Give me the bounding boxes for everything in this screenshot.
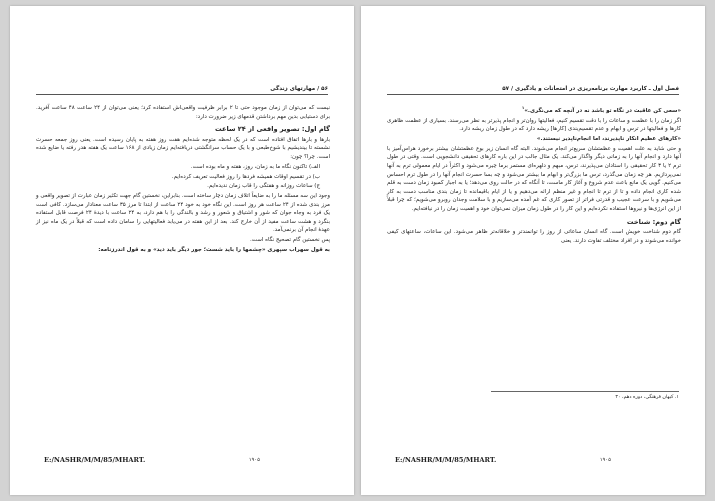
right-page-header: فصل اول ـ کاربرد مهارت برنامه‌ریزی در امتحانات و یادگیری / ۵۷ [387, 84, 679, 95]
quote-title [387, 104, 681, 115]
footer-file-code: E:/NASHR/M/M/85/MHART. [395, 456, 497, 464]
right-page-body [387, 104, 681, 246]
right-page [361, 6, 705, 495]
step2-paragraph: گام دوم شناخت خویش است. گاه انسان ساعاتی از روز را توانمندتر و خلاقانه‌تر ظاهر می‌شود. این ساعات، ساعتهای کیفی خوانده می‌شوند و در افراد مختلف تفاوت دارند. یعنی [387, 229, 681, 244]
step1-heading: گام اول: تصویر واقعی از ۲۴ ساعت [215, 125, 330, 134]
footnote-divider [491, 391, 679, 392]
step1-paragraph-2: وجود این سه مسئله ما را به ضایعاً اتلاف زمان دچار ساخته است. بنابراین، نخستین گام جهت تکثیر زمان عبارت از تصویر واقعی و مرز بندی شده از ۲۴ ساعت هر روز است. این نگاه خود به خود ۲۴ ساعت از ابتدا تا مرز ۳۵ ساعت معنادار می‌سازد. کافی است یک فرد به وجاه جوان که شور و اشتیاق و شعور و رشد و بالندگی را با هم دارد، به ۲۴ ساعت با دیدهٔ ۲۴ فرصت قابل استفاده بنگرد و هشت ساعت مفید از آن خارج کند. بعد از این هفته در می‌یابد فعالیتهایی را سامان داده است که قبلاً در یک ماه نیز از عهدهٔ انجام آن برنمی‌آمد. [36, 193, 331, 234]
poem-line: به قول سهراب سپهری «چشمها را باید شست؛ جور دیگر باید دید» و به قول اندرزنامه: [98, 247, 330, 254]
list-item-b: ب) در تقسیم اوقات همیشه فردها را روز فعالیت تعریف کرده‌ایم. [171, 173, 320, 180]
footer-number: ۱۹۰۵ [248, 457, 260, 463]
step1-paragraph: بارها و بارها اتفاق افتاده است که در یک لحظه متوجه شده‌ایم هفت روز هفته به پایان رسیده است. یعنی روز جمعه حسرت نشسته تا بیندیشیم با شوخ‌طبعی و با یک حساب سرانگشتی دریافته‌ایم زمان زیادی از ۱۶۸ ساعت یک هفته هدر رفته یا ضایع شده است. چرا؟ چون: [36, 136, 330, 160]
footer-file-code: E:/NASHR/M/M/85/MHART. [44, 456, 146, 464]
left-page-body [36, 104, 330, 256]
list-item-c: ج) ساعات روزانه و هفتگی را قاب زمان ندیده‌ایم. [207, 183, 320, 190]
right-paragraph-1: اگر زمان را با عظمت و ساعات را با دقت تقسیم کنیم، فعالیتها روان‌تر و انجام پذیرتر به نظر می‌رسند. بسیاری از عظمت ظاهری کارها و فعالیتها در ترس و ابهام و عدم تقسیم‌بندی [کارها] ریشه دارد که در طول زمان ریشه دارد. [387, 117, 681, 133]
right-paragraph-2: و حتی شاید به علت اهمیت و عظمتشان سریع‌تر انجام می‌شوند. البته گاه انسان زیر بوع عظمتشان بیشتر برخورد هراس‌آمیز با آنها دارد و انجام آنها را به زمانی دیگر واگذار می‌کند. یک مثال جالب در این باره کارهای تحقیقی دانشجویی است. وقتی در طول ترم ۲ یا ۳ کار تحقیقی را استادان می‌پذیرند، ترس، مبهم و دلهره‌ای مستمر برما چیره می‌شود و اکثراً در ایام معمولی ترم به آنها نمی‌پردازیم. هر چه زمان می‌گذرد، ترس ما بزرگ‌تر و ابهام ما بیشتر می‌شود و چه بسا حسرت انجام آنها را در طول ترم احساس می‌کنیم. گویی یک مانع باعث عدم شروع و آغاز کار ماست، تا آنگاه که در حالت روی می‌دهد؛ یا به اجبار کمبود زمان دست به قلم شده کاری انجام داده و تا از ترم تا انجام و غیر منظم ارائه می‌دهیم و یا از ایام باقیمانده تا زمان بندی مناسب دست به کار می‌شویم و با سرعت عجیب و قدرتی فراتر از تصور کاری که غم آمده می‌سازیم و با سلامت وجدان روبرو می‌شویم؛ که چرا قبلاً از این انرژی‌ها و نیروها استفاده نکرده‌ایم و این کار را در طول زمان میزان نمی‌توان خود و اهمیت زمان را در نیافته‌ایم. [387, 145, 682, 212]
list-item-a: الف) تاکنون نگاه ما به زمان، روز، هفته و ماه بوده است. [190, 163, 320, 170]
right-page-footer [395, 456, 671, 464]
step2-heading: گام دوم: شناخت [626, 217, 681, 226]
quote-text: «سعی کن عاقبت در نگاه تو باشد نه در آنچه که می‌نگری.» [524, 107, 681, 114]
subheading-quote: «کارهای عظیم انکار ناپذیرند، اما انجام‌ناپذیر نیستند.» [536, 135, 681, 142]
left-page-footer [44, 456, 320, 464]
footnote: ۱. کیهان فرهنگی، دوره دهم، ۳۰ [615, 395, 679, 400]
left-page-header: ۵۶ / مهارتهای زندگی [36, 84, 328, 95]
left-page [10, 6, 354, 495]
footnote-marker: ۱ [521, 105, 525, 110]
intro-paragraph: نیست که می‌توان از زمان موجود حتی تا ۲ برابر ظرفیت واقعی‌اش استفاده کرد؛ یعنی می‌توان از ۲۴ ساعت ۴۸ ساعت آفرید. برای دستیابی بدین مهم برداشتن قدمهای زیر ضرورت دارد: [36, 105, 330, 120]
footer-number: ۱۹۰۵ [599, 457, 611, 463]
step1-paragraph-3: پس نخستین گام تصحیح نگاه است. [250, 237, 330, 244]
